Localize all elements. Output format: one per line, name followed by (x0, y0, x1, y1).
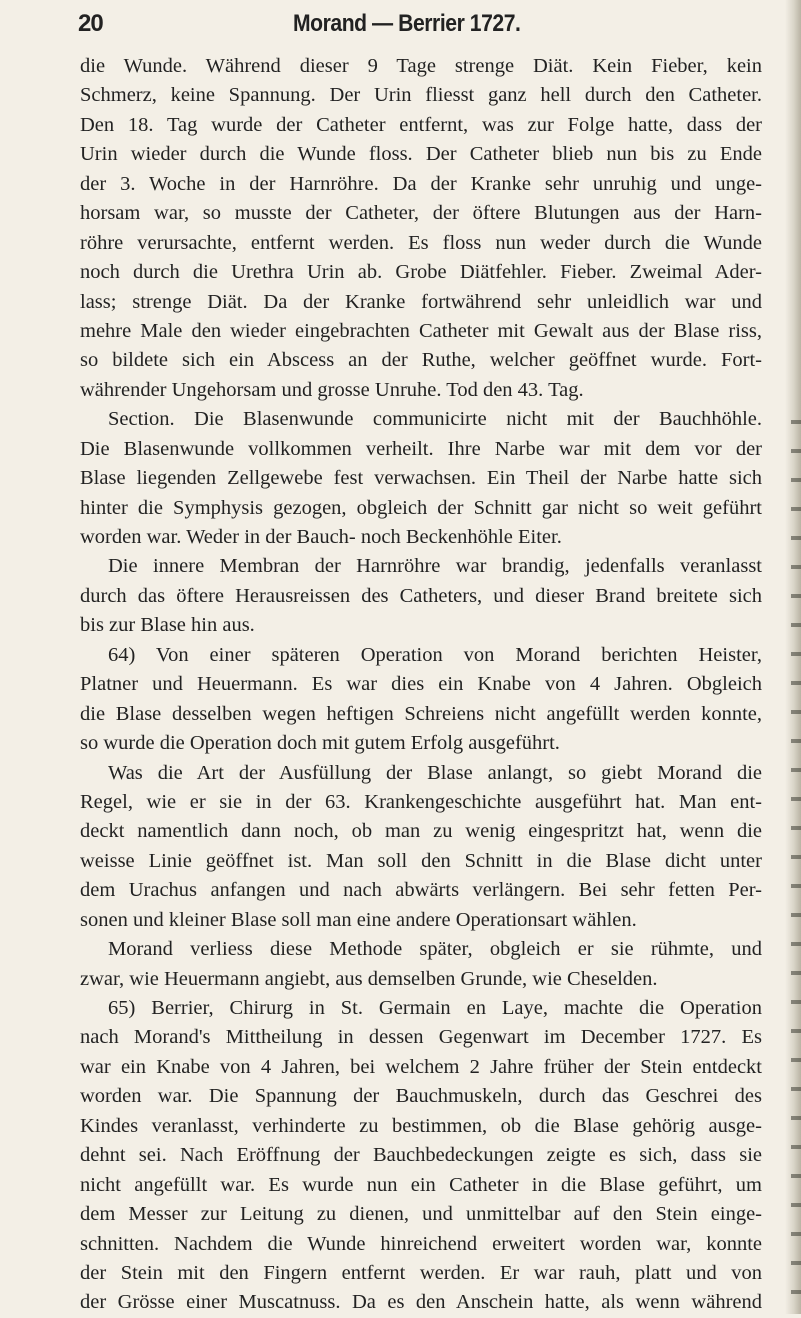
text-line: 64) Von einer späteren Operation von Morand berichten Heister, (108, 643, 762, 666)
page-edge-marks (791, 420, 801, 1300)
text-line: Die innere Membran der Harnröhre war brandig, jedenfalls veranlasst (108, 555, 762, 578)
text-line: Section. Die Blasenwunde communicirte nicht mit der Bauchhöhle. (108, 408, 762, 431)
text-line: Was die Art der Ausfüllung der Blase anlangt, so giebt Morand die (108, 761, 762, 784)
text-line: worden war. Weder in der Bauch- noch Beckenhöhle Eiter. (80, 526, 562, 548)
text-line: noch durch die Urethra Urin ab. Grobe Diätfehler. Fieber. Zweimal Ader- (80, 261, 762, 284)
text-line: Platner und Heuermann. Es war dies ein Knabe von 4 Jahren. Obgleich (80, 673, 762, 696)
text-line: Den 18. Tag wurde der Catheter entfernt, was zur Folge hatte, dass der (80, 113, 762, 136)
text-line: röhre verursachte, entfernt werden. Es floss nun weder durch die Wunde (80, 231, 762, 254)
text-line: dem Urachus anfangen und nach abwärts verlängern. Bei sehr fetten Per- (80, 879, 762, 902)
text-line: Morand verliess diese Methode später, obgleich er sie rühmte, und (108, 938, 762, 961)
text-line: Blase liegenden Zellgewebe fest verwachsen. Ein Theil der Narbe hatte sich (80, 467, 762, 490)
text-line: horsam war, so musste der Catheter, der öftere Blutungen aus der Harn- (80, 202, 762, 225)
text-line: mehre Male den wieder eingebrachten Catheter mit Gewalt aus der Blase riss, (80, 319, 762, 342)
text-line: hinter die Symphysis gezogen, obgleich der Schnitt gar nicht so weit geführt (80, 496, 762, 519)
text-line: dehnt sei. Nach Eröffnung der Bauchbedeckungen zeigte es sich, dass sie (80, 1144, 762, 1167)
text-line: weisse Linie geöffnet ist. Man soll den Schnitt in die Blase dicht unter (80, 849, 762, 872)
text-line: Kindes veranlasst, verhinderte zu bestimmen, ob die Blase gehörig ausge- (80, 1114, 762, 1137)
text-line: deckt namentlich dann noch, ob man zu wenig eingespritzt hat, wenn die (80, 820, 762, 843)
text-line: Urin wieder durch die Wunde floss. Der Catheter blieb nun bis zu Ende (80, 143, 762, 166)
text-line: der Stein mit den Fingern entfernt werden. Er war rauh, platt und von (80, 1261, 762, 1284)
text-line: bis zur Blase hin aus. (80, 614, 255, 637)
text-line: lass; strenge Diät. Da der Kranke fortwährend sehr unleidlich war und (80, 290, 762, 313)
text-line: zwar, wie Heuermann angiebt, aus demselben Grunde, wie Cheselden. (80, 967, 658, 990)
page-number: 20 (78, 10, 103, 37)
text-line: dem Messer zur Leitung zu dienen, und unmittelbar auf den Stein einge- (80, 1203, 762, 1226)
text-line: so bildete sich ein Abscess an der Ruthe, welcher geöffnet wurde. Fort- (80, 349, 762, 372)
text-line: worden war. Die Spannung der Bauchmuskeln, durch das Geschrei des (80, 1085, 762, 1108)
text-line: schnitten. Nachdem die Wunde hinreichend erweitert worden war, konnte (80, 1232, 762, 1255)
text-line: nicht angefüllt war. Es wurde nun ein Catheter in die Blase geführt, um (80, 1173, 762, 1196)
text-line: Schmerz, keine Spannung. Der Urin fliesst ganz hell durch den Catheter. (80, 84, 762, 107)
running-head: Morand — Berrier 1727. (293, 10, 521, 37)
text-line: die Wunde. Während dieser 9 Tage strenge Diät. Kein Fieber, kein (80, 55, 762, 77)
text-line: Regel, wie er sie in der 63. Krankengeschichte ausgeführt hat. Man ent- (80, 790, 762, 813)
text-line: nach Morand's Mittheilung in dessen Gegenwart im December 1727. Es (80, 1026, 762, 1049)
page-header (78, 10, 758, 42)
body-text (80, 52, 762, 1318)
text-line: war ein Knabe von 4 Jahren, bei welchem 2 Jahre früher der Stein entdeckt (80, 1055, 762, 1078)
text-line: durch das öftere Herausreissen des Catheters, und dieser Brand breitete sich (80, 584, 762, 607)
text-line: so wurde die Operation doch mit gutem Erfolg ausgeführt. (80, 732, 560, 755)
text-line: sonen und kleiner Blase soll man eine andere Operationsart wählen. (80, 908, 637, 931)
text-line: währender Ungehorsam und grosse Unruhe. Tod den 43. Tag. (80, 378, 584, 401)
text-line: die Blase desselben wegen heftigen Schreiens nicht angefüllt werden konnte, (80, 702, 762, 725)
text-line: Die Blasenwunde vollkommen verheilt. Ihre Narbe war mit dem vor der (80, 437, 762, 460)
text-line: der Grösse einer Muscatnuss. Da es den Anschein hatte, als wenn während (80, 1291, 762, 1314)
text-line: 65) Berrier, Chirurg in St. Germain en Laye, machte die Operation (108, 997, 762, 1019)
text-line: der 3. Woche in der Harnröhre. Da der Kranke sehr unruhig und unge- (80, 172, 762, 195)
